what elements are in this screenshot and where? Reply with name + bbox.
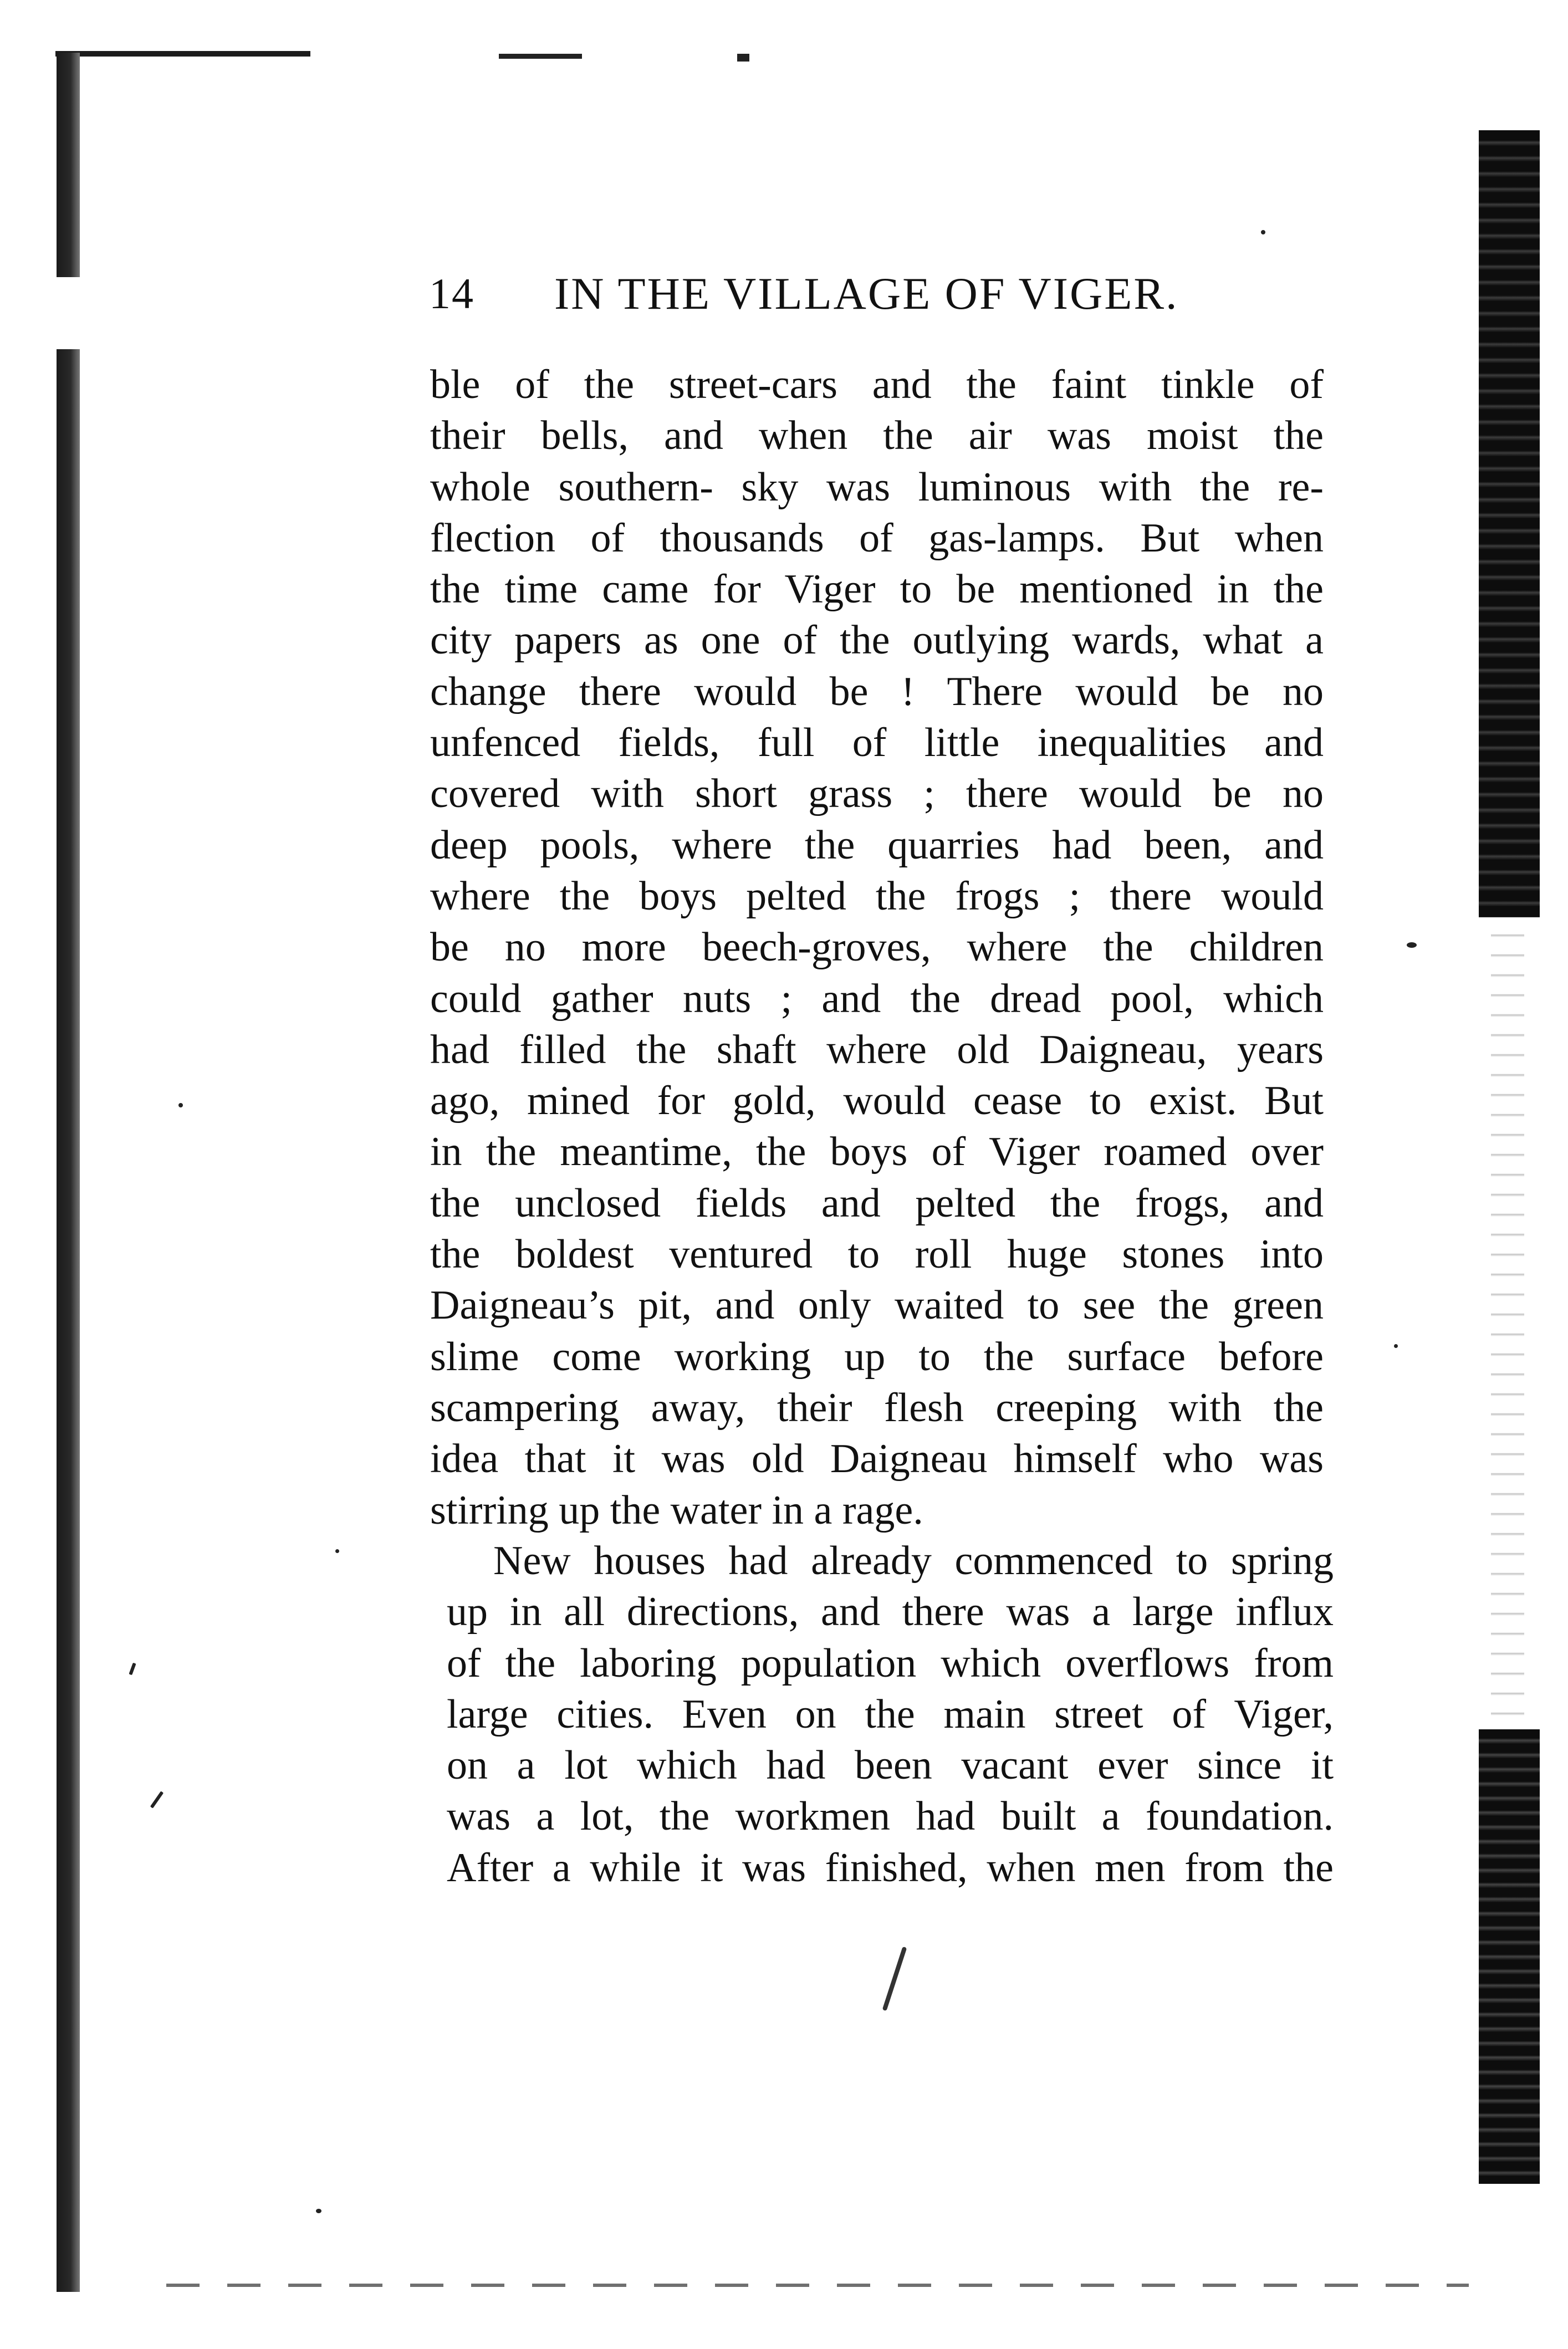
scan-edge-left-gap bbox=[53, 277, 86, 349]
paragraph bbox=[430, 359, 1324, 1536]
scan-edge-top-mark bbox=[499, 54, 582, 59]
scan-edge-top-mark bbox=[737, 54, 749, 62]
text-line: scampering away, their flesh creeping with the bbox=[430, 1385, 1324, 1431]
scan-speck bbox=[150, 1791, 164, 1808]
text-line: could gather nuts ; and the dread pool, which bbox=[430, 976, 1324, 1022]
text-line: whole southern- sky was luminous with the re- bbox=[430, 464, 1324, 510]
text-line: where the boys pelted the frogs ; there would bbox=[430, 873, 1324, 919]
text-line: on a lot which had been vacant ever since it bbox=[447, 1743, 1334, 1789]
text-line: change there would be ! There would be no bbox=[430, 668, 1324, 714]
scan-edge-top bbox=[55, 51, 310, 57]
text-line: New houses had already commenced to spring bbox=[493, 1538, 1334, 1584]
text-line: Daigneau’s pit, and only waited to see the green bbox=[430, 1283, 1324, 1329]
text-line: had filled the shaft where old Daigneau, years bbox=[430, 1027, 1324, 1073]
text-line: large cities. Even on the main street of Viger, bbox=[447, 1691, 1334, 1737]
scan-speck bbox=[178, 1103, 183, 1107]
text-line: ago, mined for gold, would cease to exist. But bbox=[430, 1078, 1324, 1124]
text-line: stirring up the water in a rage. bbox=[430, 1487, 923, 1533]
text-line: in the meantime, the boys of Viger roamed over bbox=[430, 1129, 1324, 1175]
scan-edge-right bbox=[1479, 130, 1540, 917]
scan-speck bbox=[1394, 1344, 1398, 1348]
text-line: deep pools, where the quarries had been, and bbox=[430, 822, 1324, 868]
scan-edge-right-speckle bbox=[1491, 917, 1524, 1729]
text-line: unfenced fields, full of little inequalities and bbox=[430, 720, 1324, 766]
scan-speck bbox=[335, 1549, 339, 1553]
scan-edge-right bbox=[1479, 1729, 1540, 2184]
text-line: the unclosed fields and pelted the frogs, and bbox=[430, 1180, 1324, 1226]
text-line: of the laboring population which overflows from bbox=[447, 1640, 1334, 1686]
text-line: their bells, and when the air was moist the bbox=[430, 413, 1324, 459]
text-line: After a while it was finished, when men from the bbox=[447, 1845, 1334, 1891]
scan-speck bbox=[129, 1663, 136, 1676]
paragraph bbox=[447, 1535, 1334, 1893]
text-line: ble of the street-cars and the faint tinkle of bbox=[430, 362, 1324, 407]
page-number: 14 bbox=[429, 269, 474, 318]
running-head bbox=[429, 261, 1244, 327]
scan-edge-left bbox=[57, 53, 80, 2292]
text-line: city papers as one of the outlying wards, what a bbox=[430, 617, 1324, 663]
text-line: the boldest ventured to roll huge stones into bbox=[430, 1232, 1324, 1278]
text-line: covered with short grass ; there would be no bbox=[430, 771, 1324, 817]
scan-speck bbox=[1261, 230, 1265, 234]
text-line: flection of thousands of gas-lamps. But when bbox=[430, 515, 1324, 561]
scan-speck bbox=[882, 1947, 907, 2011]
scan-speck bbox=[1407, 942, 1417, 948]
scan-edge-bottom bbox=[166, 2284, 1469, 2287]
text-line: the time came for Viger to be mentioned in the bbox=[430, 566, 1324, 612]
page-title: IN THE VILLAGE OF VIGER. bbox=[554, 268, 1179, 319]
scan-speck bbox=[316, 2209, 321, 2213]
text-line: idea that it was old Daigneau himself who was bbox=[430, 1436, 1324, 1482]
text-line: up in all directions, and there was a large influx bbox=[447, 1589, 1334, 1635]
text-line: be no more beech-groves, where the children bbox=[430, 925, 1324, 971]
text-line: slime come working up to the surface before bbox=[430, 1334, 1324, 1380]
text-line: was a lot, the workmen had built a foundation. bbox=[447, 1794, 1334, 1840]
